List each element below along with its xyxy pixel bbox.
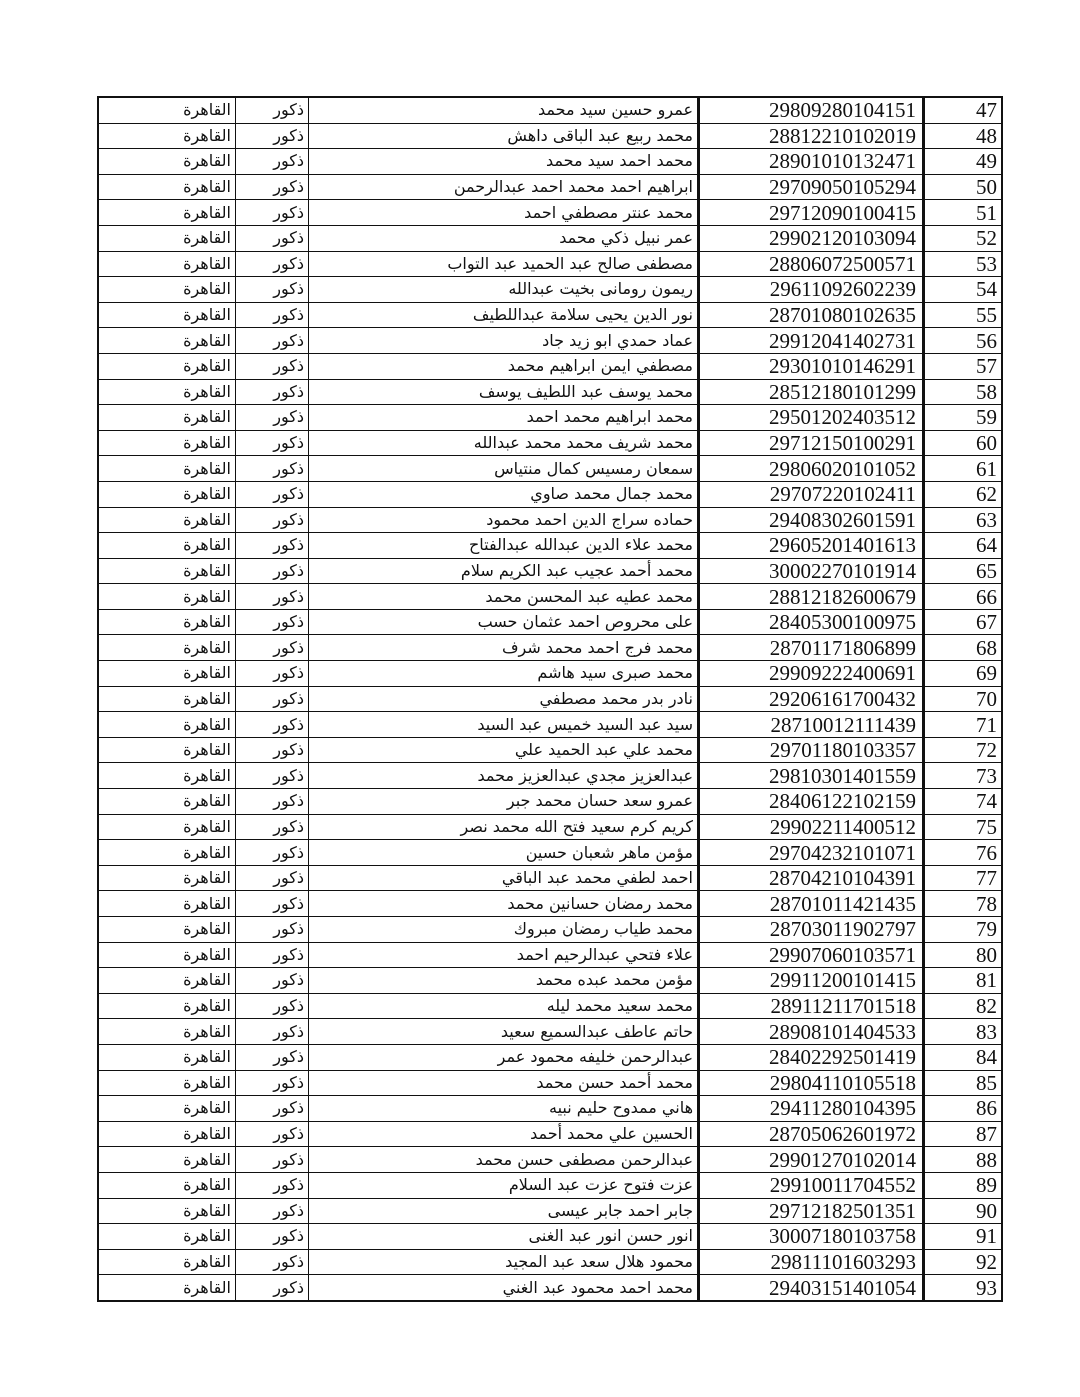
name-cell: الحسين علي محمد أحمد — [309, 1121, 699, 1147]
name-cell: محمد صبرى سيد هاشم — [309, 661, 699, 687]
gender-cell: ذكور — [236, 1275, 309, 1301]
row-number-cell: 48 — [924, 123, 1003, 149]
name-cell: ابراهيم احمد محمد احمد عبدالرحمن — [309, 174, 699, 200]
gender-cell: ذكور — [236, 149, 309, 175]
name-cell: محمد يوسف عبد اللطيف يوسف — [309, 379, 699, 405]
national-id-cell: 29501202403512 — [699, 405, 924, 431]
row-number-cell: 60 — [924, 430, 1003, 456]
table-row — [98, 200, 1002, 226]
national-id-cell: 29712182501351 — [699, 1198, 924, 1224]
gender-cell: ذكور — [236, 533, 309, 559]
gender-cell: ذكور — [236, 840, 309, 866]
table-row — [98, 1275, 1002, 1301]
row-number-cell: 63 — [924, 507, 1003, 533]
national-id-cell: 29611092602239 — [699, 277, 924, 303]
table-row — [98, 1147, 1002, 1173]
name-cell: عماد حمدي ابو زيد جاد — [309, 328, 699, 354]
city-cell: القاهرة — [98, 1096, 236, 1122]
name-cell: محمد احمد محمود عبد الغني — [309, 1275, 699, 1301]
row-number-cell: 76 — [924, 840, 1003, 866]
table-row — [98, 789, 1002, 815]
row-number-cell: 79 — [924, 917, 1003, 943]
gender-cell: ذكور — [236, 405, 309, 431]
national-id-cell: 29301010146291 — [699, 353, 924, 379]
name-cell: احمد لطفي محمد عبد الباقي — [309, 865, 699, 891]
national-id-cell: 29605201401613 — [699, 533, 924, 559]
national-id-cell: 28704210104391 — [699, 865, 924, 891]
national-id-cell: 28908101404533 — [699, 1019, 924, 1045]
city-cell: القاهرة — [98, 840, 236, 866]
row-number-cell: 58 — [924, 379, 1003, 405]
row-number-cell: 51 — [924, 200, 1003, 226]
table-row — [98, 609, 1002, 635]
name-cell: حاتم عاطف عبدالسميع سعيد — [309, 1019, 699, 1045]
gender-cell: ذكور — [236, 507, 309, 533]
city-cell: القاهرة — [98, 353, 236, 379]
national-id-cell: 29804110105518 — [699, 1070, 924, 1096]
name-cell: عزت فتوح عزت عبد السلام — [309, 1172, 699, 1198]
table-row — [98, 328, 1002, 354]
city-cell: القاهرة — [98, 430, 236, 456]
row-number-cell: 74 — [924, 789, 1003, 815]
gender-cell: ذكور — [236, 430, 309, 456]
name-cell: عمرو حسين سيد محمد — [309, 97, 699, 123]
name-cell: محمد علاء الدين عبدالله عبدالفتاح — [309, 533, 699, 559]
gender-cell: ذكور — [236, 353, 309, 379]
national-id-cell: 29811101603293 — [699, 1249, 924, 1275]
national-id-cell: 28806072500571 — [699, 251, 924, 277]
name-cell: عمر نبيل ذكي محمد — [309, 225, 699, 251]
name-cell: عمرو سعد حسان محمد جبر — [309, 789, 699, 815]
row-number-cell: 91 — [924, 1224, 1003, 1250]
table-row — [98, 1249, 1002, 1275]
name-cell: ريمون رومانى بخيت عبدالله — [309, 277, 699, 303]
row-number-cell: 93 — [924, 1275, 1003, 1301]
national-id-cell: 29902211400512 — [699, 814, 924, 840]
gender-cell: ذكور — [236, 277, 309, 303]
table-row — [98, 533, 1002, 559]
table-row — [98, 917, 1002, 943]
name-cell: محمد ابراهيم محمد احمد — [309, 405, 699, 431]
row-number-cell: 47 — [924, 97, 1003, 123]
national-id-cell: 29704232101071 — [699, 840, 924, 866]
gender-cell: ذكور — [236, 635, 309, 661]
national-id-cell: 29403151401054 — [699, 1275, 924, 1301]
row-number-cell: 52 — [924, 225, 1003, 251]
table-row — [98, 558, 1002, 584]
table-row — [98, 1096, 1002, 1122]
national-id-cell: 29910011704552 — [699, 1172, 924, 1198]
name-cell: سمعان رمسيس كمال منتياس — [309, 456, 699, 482]
city-cell: القاهرة — [98, 865, 236, 891]
table-row — [98, 1019, 1002, 1045]
city-cell: القاهرة — [98, 379, 236, 405]
row-number-cell: 69 — [924, 661, 1003, 687]
gender-cell: ذكور — [236, 1172, 309, 1198]
row-number-cell: 78 — [924, 891, 1003, 917]
city-cell: القاهرة — [98, 1249, 236, 1275]
city-cell: القاهرة — [98, 533, 236, 559]
name-cell: محمد سعيد محمد ليله — [309, 993, 699, 1019]
national-id-cell: 29712150100291 — [699, 430, 924, 456]
city-cell: القاهرة — [98, 277, 236, 303]
name-cell: مصطفى صالح عبد الحميد عبد التواب — [309, 251, 699, 277]
city-cell: القاهرة — [98, 1275, 236, 1301]
table-row — [98, 686, 1002, 712]
national-id-cell: 30002270101914 — [699, 558, 924, 584]
national-id-cell: 29902120103094 — [699, 225, 924, 251]
city-cell: القاهرة — [98, 686, 236, 712]
city-cell: القاهرة — [98, 1019, 236, 1045]
national-id-cell: 28705062601972 — [699, 1121, 924, 1147]
row-number-cell: 73 — [924, 763, 1003, 789]
gender-cell: ذكور — [236, 302, 309, 328]
name-cell: علاء فتحي عبدالرحيم احمد — [309, 942, 699, 968]
gender-cell: ذكور — [236, 200, 309, 226]
gender-cell: ذكور — [236, 558, 309, 584]
city-cell: القاهرة — [98, 661, 236, 687]
city-cell: القاهرة — [98, 635, 236, 661]
name-cell: حماده سراج الدين احمد محمود — [309, 507, 699, 533]
national-id-cell: 29806020101052 — [699, 456, 924, 482]
name-cell: سيد عبد السيد خميس عبد السيد — [309, 712, 699, 738]
name-cell: محمد ربيع عبد الباقى داهش — [309, 123, 699, 149]
gender-cell: ذكور — [236, 789, 309, 815]
national-id-cell: 30007180103758 — [699, 1224, 924, 1250]
name-cell: محمود هلال سعد عبد المجيد — [309, 1249, 699, 1275]
gender-cell: ذكور — [236, 97, 309, 123]
city-cell: القاهرة — [98, 1172, 236, 1198]
city-cell: القاهرة — [98, 251, 236, 277]
name-cell: محمد طياب رمضان مبروك — [309, 917, 699, 943]
gender-cell: ذكور — [236, 1070, 309, 1096]
city-cell: القاهرة — [98, 917, 236, 943]
table-row — [98, 302, 1002, 328]
gender-cell: ذكور — [236, 456, 309, 482]
name-cell: مصطفي ايمن ابراهيم محمد — [309, 353, 699, 379]
city-cell: القاهرة — [98, 993, 236, 1019]
name-cell: محمد جمال محمد صاوي — [309, 481, 699, 507]
gender-cell: ذكور — [236, 481, 309, 507]
national-id-cell: 28406122102159 — [699, 789, 924, 815]
name-cell: عبدالرحمن خليفه محمود عمر — [309, 1044, 699, 1070]
row-number-cell: 64 — [924, 533, 1003, 559]
table-row — [98, 1172, 1002, 1198]
gender-cell: ذكور — [236, 661, 309, 687]
row-number-cell: 83 — [924, 1019, 1003, 1045]
row-number-cell: 80 — [924, 942, 1003, 968]
row-number-cell: 86 — [924, 1096, 1003, 1122]
table-row — [98, 430, 1002, 456]
national-id-cell: 28812182600679 — [699, 584, 924, 610]
national-id-cell: 29907060103571 — [699, 942, 924, 968]
row-number-cell: 82 — [924, 993, 1003, 1019]
national-id-cell: 29206161700432 — [699, 686, 924, 712]
city-cell: القاهرة — [98, 1044, 236, 1070]
table-row — [98, 814, 1002, 840]
row-number-cell: 62 — [924, 481, 1003, 507]
row-number-cell: 56 — [924, 328, 1003, 354]
national-id-cell: 28703011902797 — [699, 917, 924, 943]
table-row — [98, 737, 1002, 763]
gender-cell: ذكور — [236, 1224, 309, 1250]
row-number-cell: 49 — [924, 149, 1003, 175]
table-row — [98, 763, 1002, 789]
city-cell: القاهرة — [98, 584, 236, 610]
table-row — [98, 1198, 1002, 1224]
city-cell: القاهرة — [98, 1147, 236, 1173]
national-id-cell: 29408302601591 — [699, 507, 924, 533]
national-id-cell: 29712090100415 — [699, 200, 924, 226]
national-id-cell: 28405300100975 — [699, 609, 924, 635]
national-id-cell: 29912041402731 — [699, 328, 924, 354]
row-number-cell: 55 — [924, 302, 1003, 328]
national-id-cell: 29411280104395 — [699, 1096, 924, 1122]
national-id-cell: 28901010132471 — [699, 149, 924, 175]
gender-cell: ذكور — [236, 968, 309, 994]
national-id-cell: 29707220102411 — [699, 481, 924, 507]
name-cell: مؤمن محمد عبده محمد — [309, 968, 699, 994]
name-cell: محمد احمد سيد محمد — [309, 149, 699, 175]
national-id-cell: 28701080102635 — [699, 302, 924, 328]
national-id-cell: 28911211701518 — [699, 993, 924, 1019]
row-number-cell: 67 — [924, 609, 1003, 635]
name-cell: مؤمن ماهر شعبان حسين — [309, 840, 699, 866]
row-number-cell: 88 — [924, 1147, 1003, 1173]
city-cell: القاهرة — [98, 225, 236, 251]
name-cell: عبدالرحمن مصطفى حسن محمد — [309, 1147, 699, 1173]
table-row — [98, 174, 1002, 200]
gender-cell: ذكور — [236, 1121, 309, 1147]
gender-cell: ذكور — [236, 993, 309, 1019]
row-number-cell: 84 — [924, 1044, 1003, 1070]
table-row — [98, 635, 1002, 661]
table-row — [98, 712, 1002, 738]
name-cell: محمد رمضان حسانين محمد — [309, 891, 699, 917]
national-id-cell: 29709050105294 — [699, 174, 924, 200]
table-row — [98, 1044, 1002, 1070]
national-id-cell: 29701180103357 — [699, 737, 924, 763]
table-row — [98, 661, 1002, 687]
row-number-cell: 70 — [924, 686, 1003, 712]
row-number-cell: 61 — [924, 456, 1003, 482]
city-cell: القاهرة — [98, 123, 236, 149]
row-number-cell: 50 — [924, 174, 1003, 200]
name-cell: على محروص احمد عثمان حسب — [309, 609, 699, 635]
table-row — [98, 865, 1002, 891]
national-id-cell: 28701171806899 — [699, 635, 924, 661]
table-row — [98, 891, 1002, 917]
row-number-cell: 57 — [924, 353, 1003, 379]
city-cell: القاهرة — [98, 609, 236, 635]
table-row — [98, 456, 1002, 482]
city-cell: القاهرة — [98, 97, 236, 123]
gender-cell: ذكور — [236, 379, 309, 405]
table-row — [98, 225, 1002, 251]
table-row — [98, 97, 1002, 123]
city-cell: القاهرة — [98, 328, 236, 354]
city-cell: القاهرة — [98, 763, 236, 789]
table-row — [98, 507, 1002, 533]
city-cell: القاهرة — [98, 481, 236, 507]
name-cell: محمد أحمد حسن محمد — [309, 1070, 699, 1096]
table-body — [98, 97, 1002, 1301]
gender-cell: ذكور — [236, 814, 309, 840]
city-cell: القاهرة — [98, 200, 236, 226]
gender-cell: ذكور — [236, 1044, 309, 1070]
table-row — [98, 277, 1002, 303]
row-number-cell: 72 — [924, 737, 1003, 763]
city-cell: القاهرة — [98, 942, 236, 968]
city-cell: القاهرة — [98, 456, 236, 482]
table-row — [98, 993, 1002, 1019]
row-number-cell: 66 — [924, 584, 1003, 610]
gender-cell: ذكور — [236, 686, 309, 712]
row-number-cell: 75 — [924, 814, 1003, 840]
gender-cell: ذكور — [236, 328, 309, 354]
table-row — [98, 481, 1002, 507]
row-number-cell: 68 — [924, 635, 1003, 661]
city-cell: القاهرة — [98, 558, 236, 584]
table-row — [98, 968, 1002, 994]
gender-cell: ذكور — [236, 609, 309, 635]
row-number-cell: 71 — [924, 712, 1003, 738]
gender-cell: ذكور — [236, 251, 309, 277]
national-id-cell: 28812210102019 — [699, 123, 924, 149]
name-cell: انور حسن انور عبد الغنى — [309, 1224, 699, 1250]
row-number-cell: 92 — [924, 1249, 1003, 1275]
table-row — [98, 379, 1002, 405]
gender-cell: ذكور — [236, 1096, 309, 1122]
national-id-cell: 29909222400691 — [699, 661, 924, 687]
table-row — [98, 1070, 1002, 1096]
gender-cell: ذكور — [236, 174, 309, 200]
table-row — [98, 149, 1002, 175]
gender-cell: ذكور — [236, 865, 309, 891]
city-cell: القاهرة — [98, 1198, 236, 1224]
table-row — [98, 1224, 1002, 1250]
row-number-cell: 90 — [924, 1198, 1003, 1224]
row-number-cell: 54 — [924, 277, 1003, 303]
gender-cell: ذكور — [236, 737, 309, 763]
city-cell: القاهرة — [98, 814, 236, 840]
national-id-cell: 29911200101415 — [699, 968, 924, 994]
national-id-cell: 29901270102014 — [699, 1147, 924, 1173]
city-cell: القاهرة — [98, 174, 236, 200]
gender-cell: ذكور — [236, 712, 309, 738]
name-cell: محمد عنتر مصطفي احمد — [309, 200, 699, 226]
national-id-cell: 29810301401559 — [699, 763, 924, 789]
city-cell: القاهرة — [98, 405, 236, 431]
city-cell: القاهرة — [98, 737, 236, 763]
city-cell: القاهرة — [98, 789, 236, 815]
gender-cell: ذكور — [236, 123, 309, 149]
table-row — [98, 584, 1002, 610]
name-cell: محمد فرج احمد محمد شرف — [309, 635, 699, 661]
national-id-cell: 28402292501419 — [699, 1044, 924, 1070]
gender-cell: ذكور — [236, 1147, 309, 1173]
city-cell: القاهرة — [98, 302, 236, 328]
national-id-cell: 28710012111439 — [699, 712, 924, 738]
row-number-cell: 81 — [924, 968, 1003, 994]
national-id-cell: 28701011421435 — [699, 891, 924, 917]
gender-cell: ذكور — [236, 942, 309, 968]
row-number-cell: 65 — [924, 558, 1003, 584]
gender-cell: ذكور — [236, 584, 309, 610]
row-number-cell: 77 — [924, 865, 1003, 891]
row-number-cell: 59 — [924, 405, 1003, 431]
city-cell: القاهرة — [98, 1121, 236, 1147]
city-cell: القاهرة — [98, 507, 236, 533]
table-row — [98, 353, 1002, 379]
row-number-cell: 53 — [924, 251, 1003, 277]
city-cell: القاهرة — [98, 712, 236, 738]
gender-cell: ذكور — [236, 1019, 309, 1045]
row-number-cell: 87 — [924, 1121, 1003, 1147]
city-cell: القاهرة — [98, 1224, 236, 1250]
city-cell: القاهرة — [98, 1070, 236, 1096]
table-row — [98, 942, 1002, 968]
gender-cell: ذكور — [236, 225, 309, 251]
table-row — [98, 251, 1002, 277]
table-row — [98, 123, 1002, 149]
city-cell: القاهرة — [98, 149, 236, 175]
table-row — [98, 1121, 1002, 1147]
gender-cell: ذكور — [236, 917, 309, 943]
name-cell: كريم كرم سعيد فتح الله محمد نصر — [309, 814, 699, 840]
gender-cell: ذكور — [236, 1198, 309, 1224]
name-cell: محمد عطيه عبد المحسن محمد — [309, 584, 699, 610]
name-cell: نور الدين يحيى سلامة عبداللطيف — [309, 302, 699, 328]
national-id-cell: 28512180101299 — [699, 379, 924, 405]
name-cell: عبدالعزيز مجدي عبدالعزيز محمد — [309, 763, 699, 789]
national-id-cell: 29809280104151 — [699, 97, 924, 123]
row-number-cell: 89 — [924, 1172, 1003, 1198]
name-cell: محمد شريف محمد محمد عبدالله — [309, 430, 699, 456]
name-cell: محمد أحمد عجيب عبد الكريم سلام — [309, 558, 699, 584]
row-number-cell: 85 — [924, 1070, 1003, 1096]
city-cell: القاهرة — [98, 968, 236, 994]
name-cell: هاني ممدوح حليم نبيه — [309, 1096, 699, 1122]
name-cell: نادر بدر محمد مصطفي — [309, 686, 699, 712]
table-row — [98, 405, 1002, 431]
gender-cell: ذكور — [236, 891, 309, 917]
city-cell: القاهرة — [98, 891, 236, 917]
gender-cell: ذكور — [236, 1249, 309, 1275]
name-cell: جابر احمد جابر عيسى — [309, 1198, 699, 1224]
names-table — [97, 96, 1003, 1302]
table-row — [98, 840, 1002, 866]
gender-cell: ذكور — [236, 763, 309, 789]
name-cell: محمد علي عبد الحميد علي — [309, 737, 699, 763]
